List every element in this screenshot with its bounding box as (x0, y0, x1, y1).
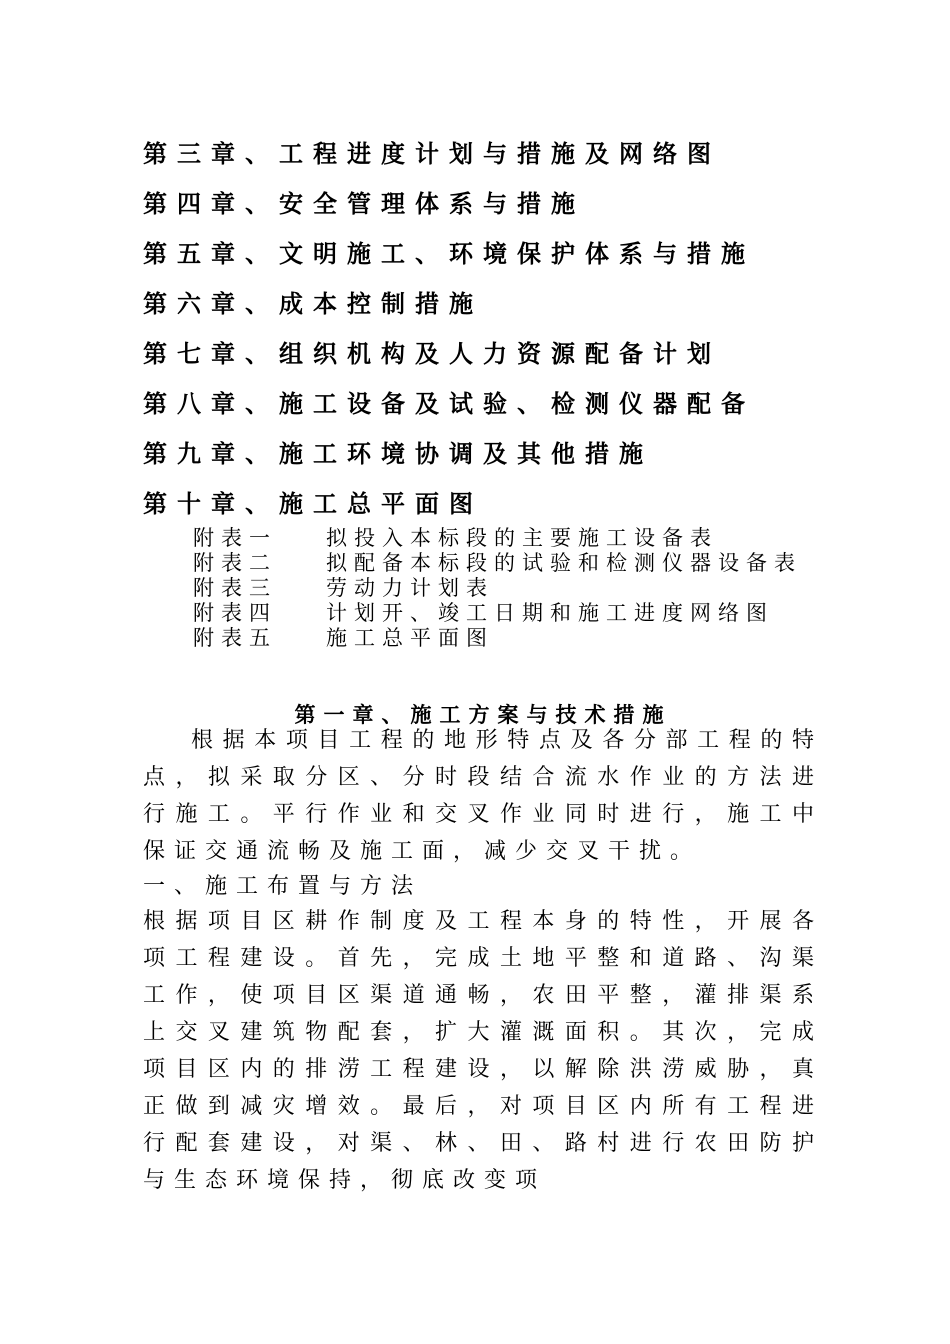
toc-chapter-9: 第九章、施工环境协调及其他措施 (143, 440, 653, 468)
toc-chapter-4: 第四章、安全管理体系与措施 (143, 190, 585, 218)
appendix-item (143, 526, 823, 551)
appendix-title: 施工总平面图 (326, 626, 494, 650)
toc-chapter-5: 第五章、文明施工、环境保护体系与措施 (143, 240, 755, 268)
appendix-item (143, 576, 823, 601)
appendix-label: 附表五 (193, 626, 277, 650)
toc-chapter-6: 第六章、成本控制措施 (143, 290, 483, 318)
chapter-1-title: 第一章、施工方案与技术措施 (294, 703, 672, 727)
appendix-item (143, 626, 823, 651)
toc-chapter-10: 第十章、施工总平面图 (143, 490, 483, 518)
chapter-1-intro-paragraph: 根据本项目工程的地形特点及各分部工程的特点，拟采取分区、分时段结合流水作业的方法进行施工。平行作业和交叉作业同时进行，施工中保证交通流畅及施工面，减少交叉干扰。 (143, 728, 823, 864)
appendix-label: 附表四 (193, 601, 277, 625)
appendix-label: 附表三 (193, 576, 277, 600)
toc-chapter-8: 第八章、施工设备及试验、检测仪器配备 (143, 390, 755, 418)
appendix-item (143, 551, 823, 576)
appendix-title: 计划开、竣工日期和施工进度网络图 (326, 601, 774, 625)
appendix-title: 拟投入本标段的主要施工设备表 (326, 526, 718, 550)
appendix-label: 附表一 (193, 526, 277, 550)
toc-chapter-7: 第七章、组织机构及人力资源配备计划 (143, 340, 721, 368)
appendix-title: 劳动力计划表 (326, 576, 494, 600)
appendix-list (143, 526, 823, 651)
appendix-label: 附表二 (193, 551, 277, 575)
section-1-body-paragraph: 根据项目区耕作制度及工程本身的特性，开展各项工程建设。首先，完成土地平整和道路、沟渠工作，使项目区渠道通畅，农田平整，灌排渠系上交叉建筑物配套，扩大灌溉面积。其次，完成项目区内的排涝工程建设，以解除洪涝威胁，真正做到减灾增效。最后，对项目区内所有工程进行配套建设，对渠、林、田、路村进行农田防护与生态环境保持，彻底改变项 (143, 909, 823, 1193)
section-1-heading: 一、施工布置与方法 (143, 874, 423, 899)
table-of-contents (143, 133, 823, 533)
toc-chapter-3: 第三章、工程进度计划与措施及网络图 (143, 140, 721, 168)
appendix-title: 拟配备本标段的试验和检测仪器设备表 (326, 551, 802, 575)
appendix-item (143, 601, 823, 626)
